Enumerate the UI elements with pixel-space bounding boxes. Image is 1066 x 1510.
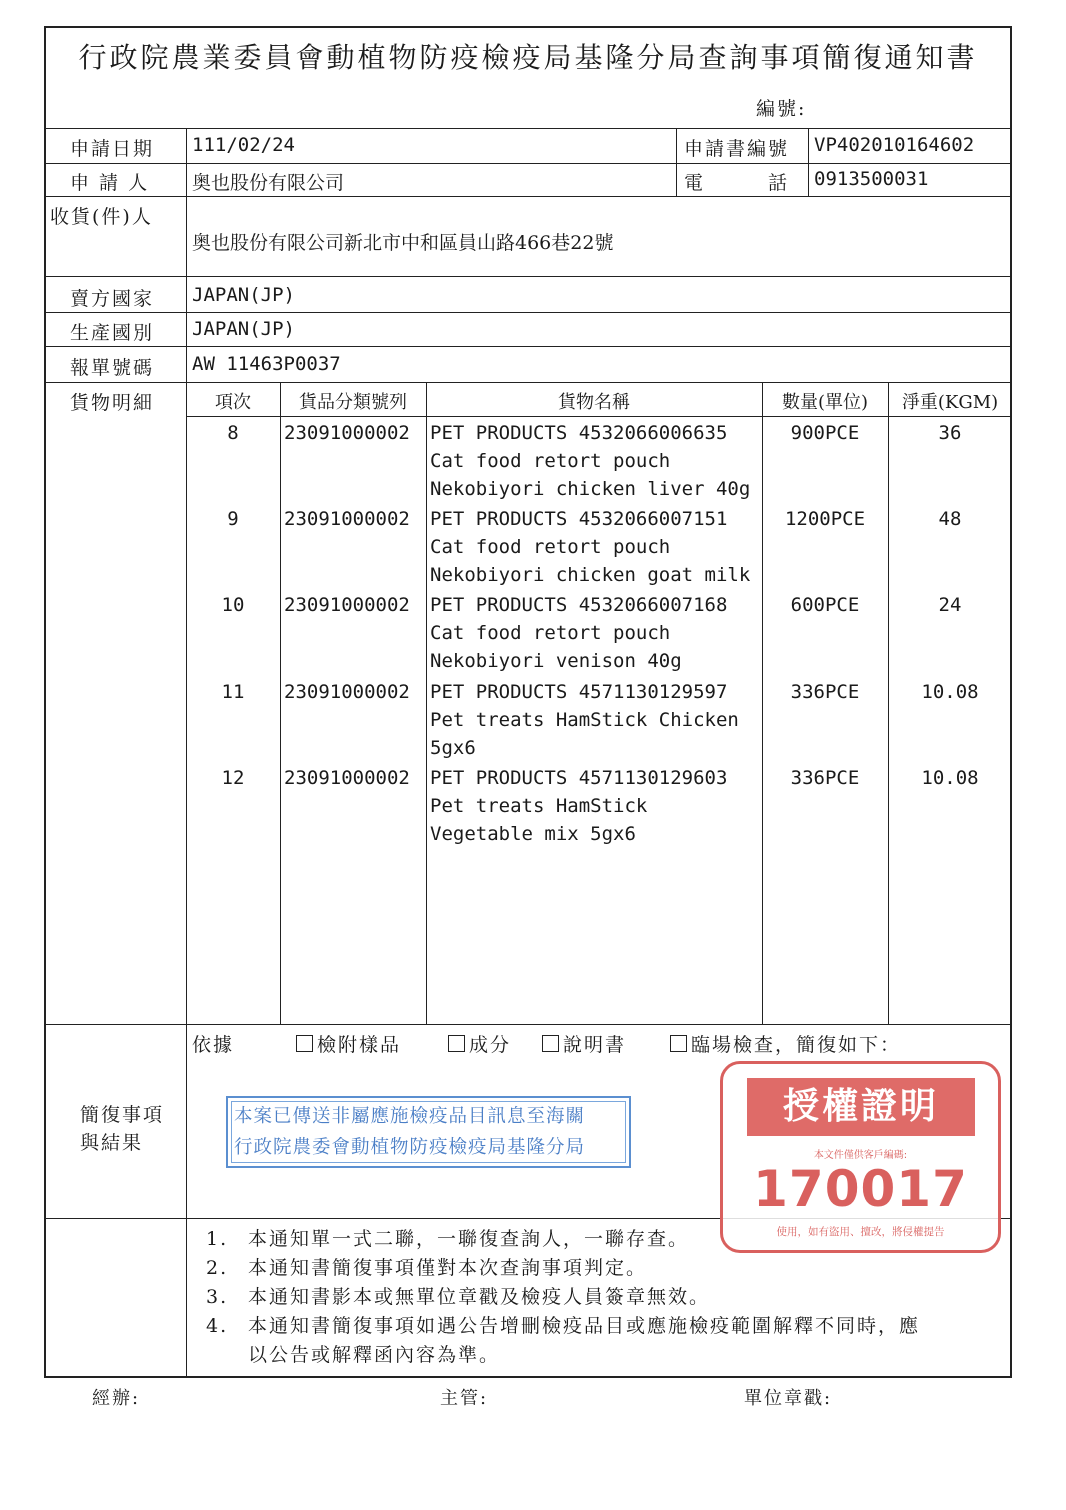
divider [46, 276, 1012, 277]
item-name-line: Cat food retort pouch [430, 622, 671, 644]
stamp-line1: 本案已傳送非屬應施檢疫品目訊息至海關 [234, 1106, 586, 1127]
checkbox[interactable] [542, 1035, 559, 1052]
divider [280, 382, 281, 1024]
note-item: 4. 本通知書簡復事項如遇公告增刪檢疫品目或應施檢疫範圍解釋不同時，應 [206, 1315, 921, 1337]
item-name-line: PET PRODUCTS 4532066007168 [430, 594, 728, 616]
applicant-label: 申 請 人 [70, 172, 150, 194]
authorization-sub: 本文件僅供客戶編碼: [813, 1150, 908, 1161]
unit-stamp-label: 單位章戳: [744, 1388, 833, 1409]
item-no: 11 [221, 681, 245, 703]
item-weight: 36 [938, 422, 962, 444]
consignee-label: 收貨(件)人 [50, 206, 153, 228]
notice-form [44, 26, 1012, 1378]
divider [46, 312, 1012, 313]
header-name: 貨物名稱 [558, 392, 630, 413]
authorization-footer: 使用，如有盜用、擅改，將侵權提告 [776, 1226, 945, 1238]
divider [888, 382, 889, 1024]
item-weight: 10.08 [921, 681, 979, 703]
authorization-seal [720, 1061, 1001, 1253]
application-date-label: 申請日期 [70, 138, 155, 160]
document-title: 行政院農業委員會動植物防疫檢疫局基隆分局查詢事項簡復通知書 [78, 41, 978, 74]
item-name-line: Vegetable mix 5gx6 [430, 823, 636, 845]
item-name-line: Nekobiyori chicken liver 40g [430, 478, 751, 500]
item-name-line: 5gx6 [430, 737, 476, 759]
stamp-line2: 行政院農委會動植物防疫檢疫局基隆分局 [234, 1137, 586, 1158]
item-name-line: Pet treats HamStick [430, 795, 648, 817]
item-no: 12 [221, 767, 245, 789]
origin-country: JAPAN(JP) [192, 318, 295, 340]
item-name-line: Nekobiyori venison 40g [430, 650, 682, 672]
divider [46, 382, 1012, 383]
option-onsite-inspection: 臨場檢查，簡復如下： [670, 1030, 901, 1057]
divider [186, 128, 187, 1378]
authorization-title: 授權證明 [747, 1078, 975, 1136]
item-no: 8 [227, 422, 239, 444]
basis-label: 依據 [192, 1034, 235, 1056]
item-code: 23091000002 [284, 422, 410, 444]
phone-label: 電 話 [684, 172, 790, 194]
divider [46, 346, 1012, 347]
item-code: 23091000002 [284, 767, 410, 789]
seller-country: JAPAN(JP) [192, 284, 295, 306]
note-item: 1. 本通知單一式二聯，一聯復查詢人，一聯存查。 [206, 1228, 690, 1250]
header-code: 貨品分類號列 [299, 392, 407, 413]
item-weight: 24 [938, 594, 962, 616]
item-qty: 900PCE [790, 422, 860, 444]
item-name-line: Cat food retort pouch [430, 450, 671, 472]
note-item: 以公告或解釋函內容為準。 [248, 1344, 501, 1366]
header-qty: 數量(單位) [781, 392, 869, 413]
checkbox[interactable] [448, 1035, 465, 1052]
item-name-line: PET PRODUCTS 4571130129597 [430, 681, 728, 703]
item-weight: 10.08 [921, 767, 979, 789]
divider [426, 382, 427, 1024]
divider [46, 196, 1012, 197]
option-ingredients: 成分 [448, 1030, 511, 1057]
item-weight: 48 [938, 508, 962, 530]
reply-label-line1: 簡復事項 [80, 1104, 165, 1126]
divider [762, 382, 763, 1024]
item-qty: 1200PCE [784, 508, 866, 530]
reply-label-line2: 與結果 [80, 1132, 144, 1154]
option-samples: 檢附樣品 [296, 1030, 401, 1057]
item-qty: 336PCE [790, 681, 860, 703]
official-stamp [226, 1096, 631, 1168]
checkbox[interactable] [296, 1035, 313, 1052]
authorization-code: 170017 [753, 1160, 968, 1218]
item-name-line: PET PRODUCTS 4532066007151 [430, 508, 728, 530]
declaration-label: 報單號碼 [70, 357, 155, 379]
item-name-line: PET PRODUCTS 4571130129603 [430, 767, 728, 789]
origin-label: 生產國別 [70, 322, 155, 344]
item-name-line: Pet treats HamStick Chicken [430, 709, 739, 731]
seller-country-label: 賣方國家 [70, 288, 155, 310]
divider [46, 128, 1012, 129]
handler-signature-label: 經辦: [92, 1388, 141, 1409]
goods-section-label: 貨物明細 [70, 392, 155, 414]
item-name-line: Cat food retort pouch [430, 536, 671, 558]
application-date: 111/02/24 [192, 134, 295, 156]
supervisor-signature-label: 主管: [440, 1388, 489, 1409]
declaration-number: AW 11463P0037 [192, 353, 341, 375]
checkbox[interactable] [670, 1035, 687, 1052]
form-number: VP402010164602 [814, 134, 975, 156]
item-code: 23091000002 [284, 681, 410, 703]
form-number-label: 申請書編號 [684, 138, 790, 160]
item-qty: 600PCE [790, 594, 860, 616]
applicant-name: 奥也股份有限公司 [192, 172, 345, 194]
header-item: 項次 [215, 392, 251, 413]
header-weight: 淨重(KGM) [901, 392, 999, 413]
divider [46, 1024, 1012, 1025]
item-name-line: Nekobiyori chicken goat milk [430, 564, 751, 586]
option-manual: 說明書 [542, 1030, 626, 1057]
divider [676, 128, 677, 196]
item-name-line: PET PRODUCTS 4532066006635 [430, 422, 728, 444]
item-no: 9 [227, 508, 239, 530]
document-number-label: 編號: [756, 98, 807, 120]
note-item: 3. 本通知書影本或無單位章戳及檢疫人員簽章無效。 [206, 1286, 711, 1308]
phone-number: 0913500031 [814, 168, 929, 190]
divider [808, 128, 809, 196]
item-qty: 336PCE [790, 767, 860, 789]
divider [46, 163, 1012, 164]
consignee-value: 奥也股份有限公司新北市中和區員山路466巷22號 [192, 232, 614, 254]
item-code: 23091000002 [284, 594, 410, 616]
item-no: 10 [221, 594, 245, 616]
note-item: 2. 本通知書簡復事項僅對本次查詢事項判定。 [206, 1257, 648, 1279]
item-code: 23091000002 [284, 508, 410, 530]
